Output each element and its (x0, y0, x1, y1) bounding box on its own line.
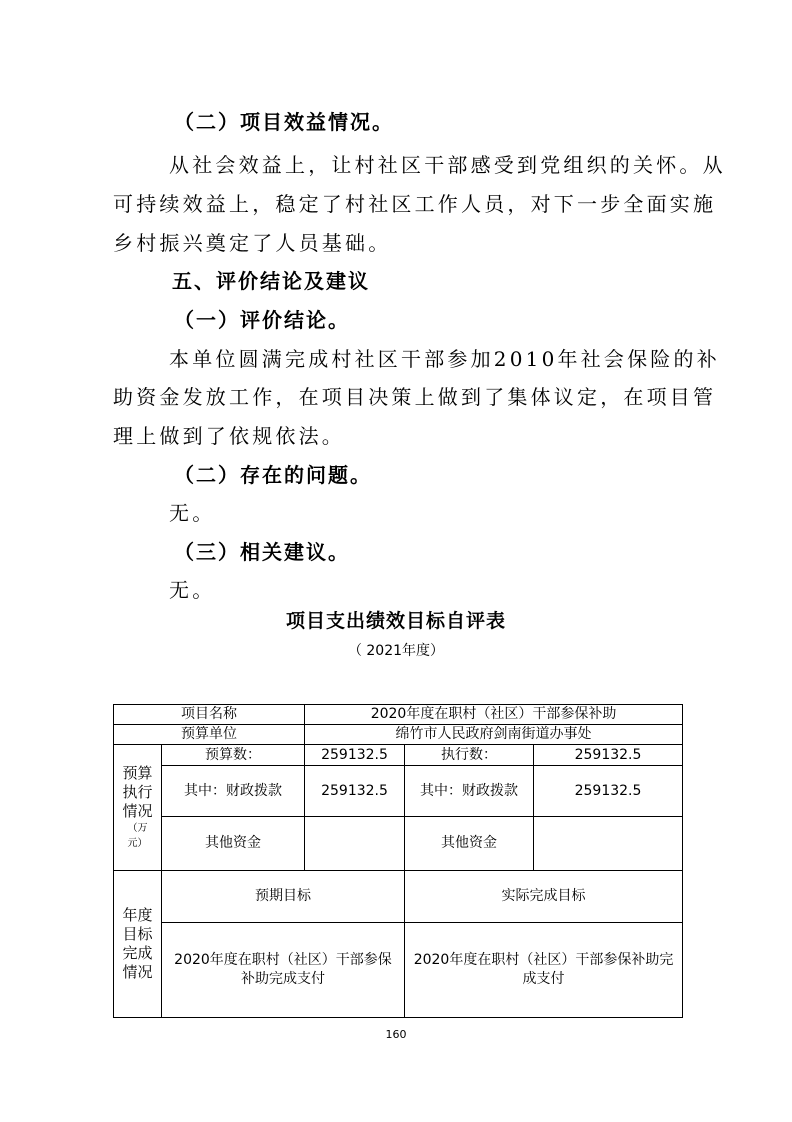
table-year: （ 2021年度） (347, 643, 445, 659)
expected-goal-label: 预期目标 (162, 871, 405, 923)
unit-label-1: （万 (127, 823, 148, 834)
table-row (114, 705, 683, 725)
annual-goal-label-1: 年度 (122, 906, 153, 924)
annual-goal-label-3: 完成 (122, 944, 153, 962)
paragraph-conclusion-line-3: 理上做到了依规依法。 (113, 424, 345, 448)
suggestions-text: 无。 (169, 578, 216, 602)
budget-exec-label-3: 情况 (122, 802, 153, 820)
annual-goal-label (114, 871, 162, 1018)
table-row (114, 745, 683, 766)
annual-goal-label-4: 情况 (122, 963, 153, 981)
table-row (114, 871, 683, 923)
expected-goal-value: 2020年度在职村（社区）干部参保补助完成支付 (162, 923, 405, 1018)
paragraph-conclusion-line-2: 助资金发放工作，在项目决策上做到了集体议定，在项目管 (113, 385, 717, 409)
unit-label-2: 元） (127, 838, 148, 849)
page-number: 160 (385, 1028, 407, 1041)
problems-text: 无。 (169, 501, 216, 525)
executed-amount-value: 259132.5 (534, 745, 683, 766)
budget-exec-label (114, 745, 162, 871)
fiscal-value-2: 259132.5 (534, 766, 683, 817)
paragraph-benefit-line-1: 从社会效益上，让村社区干部感受到党组织的关怀。从 (169, 153, 726, 177)
heading-problems: （二）存在的问题。 (174, 463, 372, 487)
table-row (114, 923, 683, 1018)
heading-conclusion: （一）评价结论。 (174, 308, 350, 332)
heading-project-benefit: （二）项目效益情况。 (174, 110, 394, 134)
fiscal-label-2: 其中：财政拨款 (405, 766, 534, 817)
budget-exec-label-1: 预算 (122, 764, 153, 782)
other-funds-label-2: 其他资金 (405, 817, 534, 871)
paragraph-conclusion-line-1: 本单位圆满完成村社区干部参加2010年社会保险的补 (169, 347, 720, 371)
other-funds-value-1 (305, 817, 405, 871)
performance-table (113, 704, 683, 1018)
budget-unit-label: 预算单位 (114, 725, 305, 745)
table-title: 项目支出绩效目标自评表 (285, 610, 506, 632)
budget-exec-label-2: 执行 (122, 783, 153, 801)
actual-goal-label: 实际完成目标 (405, 871, 683, 923)
project-name-label: 项目名称 (114, 705, 305, 725)
project-name-value: 2020年度在职村（社区）干部参保补助 (305, 705, 683, 725)
table-row (114, 817, 683, 871)
paragraph-benefit-line-3: 乡村振兴奠定了人员基础。 (113, 231, 392, 255)
table-row (114, 766, 683, 817)
annual-goal-label-2: 目标 (122, 925, 153, 943)
fiscal-label-1: 其中：财政拨款 (162, 766, 305, 817)
table-row (114, 725, 683, 745)
heading-suggestions: （三）相关建议。 (174, 540, 350, 564)
actual-goal-value: 2020年度在职村（社区）干部参保补助完成支付 (405, 923, 683, 1018)
budget-amount-label: 预算数： (162, 745, 305, 766)
other-funds-value-2 (534, 817, 683, 871)
heading-section-5: 五、评价结论及建议 (172, 269, 370, 293)
other-funds-label-1: 其他资金 (162, 817, 305, 871)
fiscal-value-1: 259132.5 (305, 766, 405, 817)
paragraph-benefit-line-2: 可持续效益上，稳定了村社区工作人员，对下一步全面实施 (113, 192, 717, 216)
budget-unit-value: 绵竹市人民政府剑南街道办事处 (305, 725, 683, 745)
budget-amount-value: 259132.5 (305, 745, 405, 766)
executed-amount-label: 执行数： (405, 745, 534, 766)
